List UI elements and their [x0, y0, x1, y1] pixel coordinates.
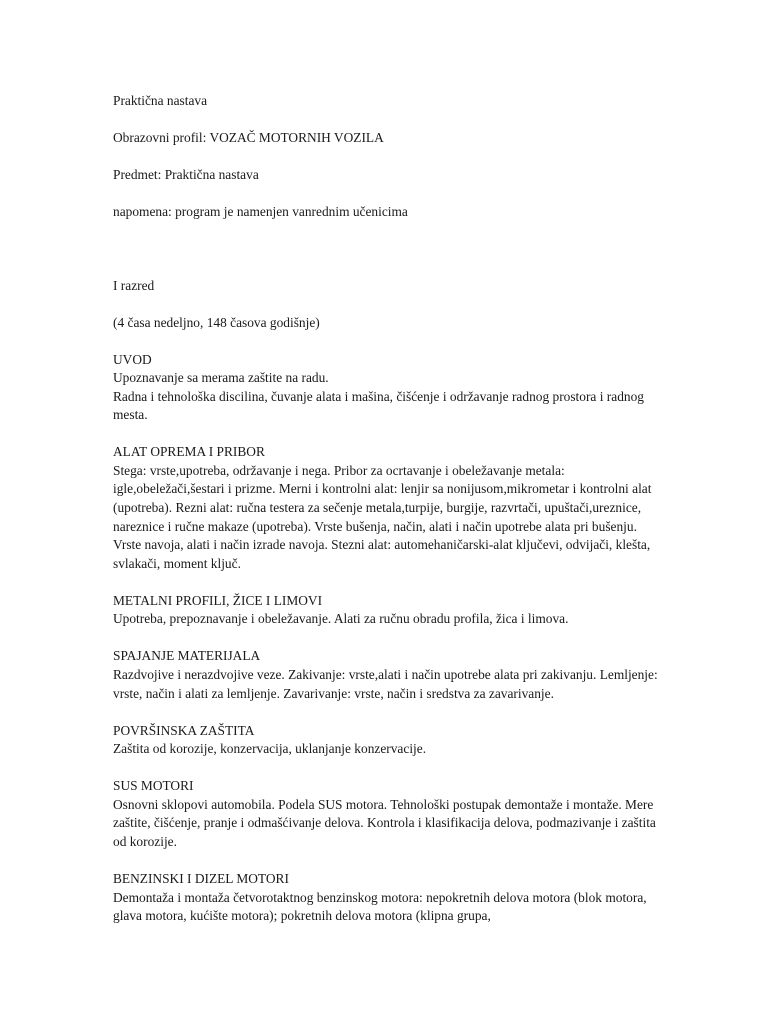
section-body: [113, 666, 658, 703]
grade-hours: (4 časa nedeljno, 148 časova godišnje): [113, 314, 320, 330]
section-text: Radna i tehnološka discilina, čuvanje alata i mašina, čišćenje i održavanje radnog prostora i radnog mesta.: [113, 388, 644, 423]
section-text: Upoznavanje sa merama zaštite na radu.: [113, 370, 329, 386]
section-text: Upotreba, prepoznavanje i obeležavanje. Alati za ručnu obradu profila, žica i limova.: [113, 611, 569, 627]
section-text: Stega: vrste,upotreba, održavanje i nega. Pribor za ocrtavanje i obeležavanje metala: igle,obeležači,šestari i prizme. Merni i kontrolni alat: lenjir sa nonijusom,mikrometar i kontrolni alat (upotreba). Rezni alat: ručna testera za sečenje metala,turpije, burgije, razvrtači, upuštači,ureznice, nareznice i ručne makaze (upotreba). Vrste bušenja, način, alati i način upotrebe alata pri bušenju. Vrste navoja, alati i način izrade navoja. Stezni alat: automehaničarski-alat ključevi, odvijači, klešta, svlakači, moment ključ.: [113, 462, 652, 571]
section-title: ALAT OPREMA I PRIBOR: [113, 444, 265, 460]
section-text: Zaštita od korozije, konzervacija, uklanjanje konzervacije.: [113, 741, 427, 757]
section-body: [113, 740, 658, 759]
section-body: [113, 462, 658, 574]
section-text: Demontaža i montaža četvorotaktnog benzinskog motora: nepokretnih delova motora (blok motora, glava motora, kućište motora); pokretnih delova motora (klipna grupa,: [113, 889, 647, 924]
section-alat-oprema-pribor: [113, 443, 658, 573]
document-title: Praktična nastava: [113, 93, 208, 108]
section-body: [113, 796, 658, 852]
section-text: Osnovni sklopovi automobila. Podela SUS motora. Tehnološki postupak demontaže i montaže. Mere zaštite, čišćenje, pranje i odmašćivanje delova. Kontrola i klasifikacija delova, podmazivanje i zaštita od korozije.: [113, 796, 656, 849]
section-uvod: [113, 351, 658, 425]
section-spajanje-materijala: [113, 647, 658, 703]
section-title: SUS MOTORI: [113, 778, 194, 794]
section-title: BENZINSKI I DIZEL MOTORI: [113, 870, 289, 886]
section-title: POVRŠINSKA ZAŠTITA: [113, 722, 255, 738]
section-title: UVOD: [113, 351, 152, 367]
section-body: [113, 610, 658, 629]
subject-line: Predmet: Praktična nastava: [113, 166, 259, 182]
section-body: [113, 889, 658, 926]
section-sus-motori: [113, 777, 658, 851]
section-title: SPAJANJE MATERIJALA: [113, 648, 261, 664]
section-benzinski-dizel-motori: [113, 870, 658, 926]
section-text: Razdvojive i nerazdvojive veze. Zakivanje: vrste,alati i način upotrebe alata pri zakivanju. Lemljenje: vrste, način i alati za lemljenje. Zavarivanje: vrste, način i sredstva za zavarivanje.: [113, 667, 658, 701]
document-page: [113, 92, 658, 944]
grade-title: I razred: [113, 277, 155, 293]
section-metalni-profili: [113, 592, 658, 629]
note-line: napomena: program je namenjen vanrednim učenicima: [113, 203, 408, 219]
profile-line: Obrazovni profil: VOZAČ MOTORNIH VOZILA: [113, 129, 384, 145]
section-title: METALNI PROFILI, ŽICE I LIMOVI: [113, 592, 323, 608]
section-body: [113, 369, 658, 425]
section-povrsinska-zastita: [113, 722, 658, 759]
